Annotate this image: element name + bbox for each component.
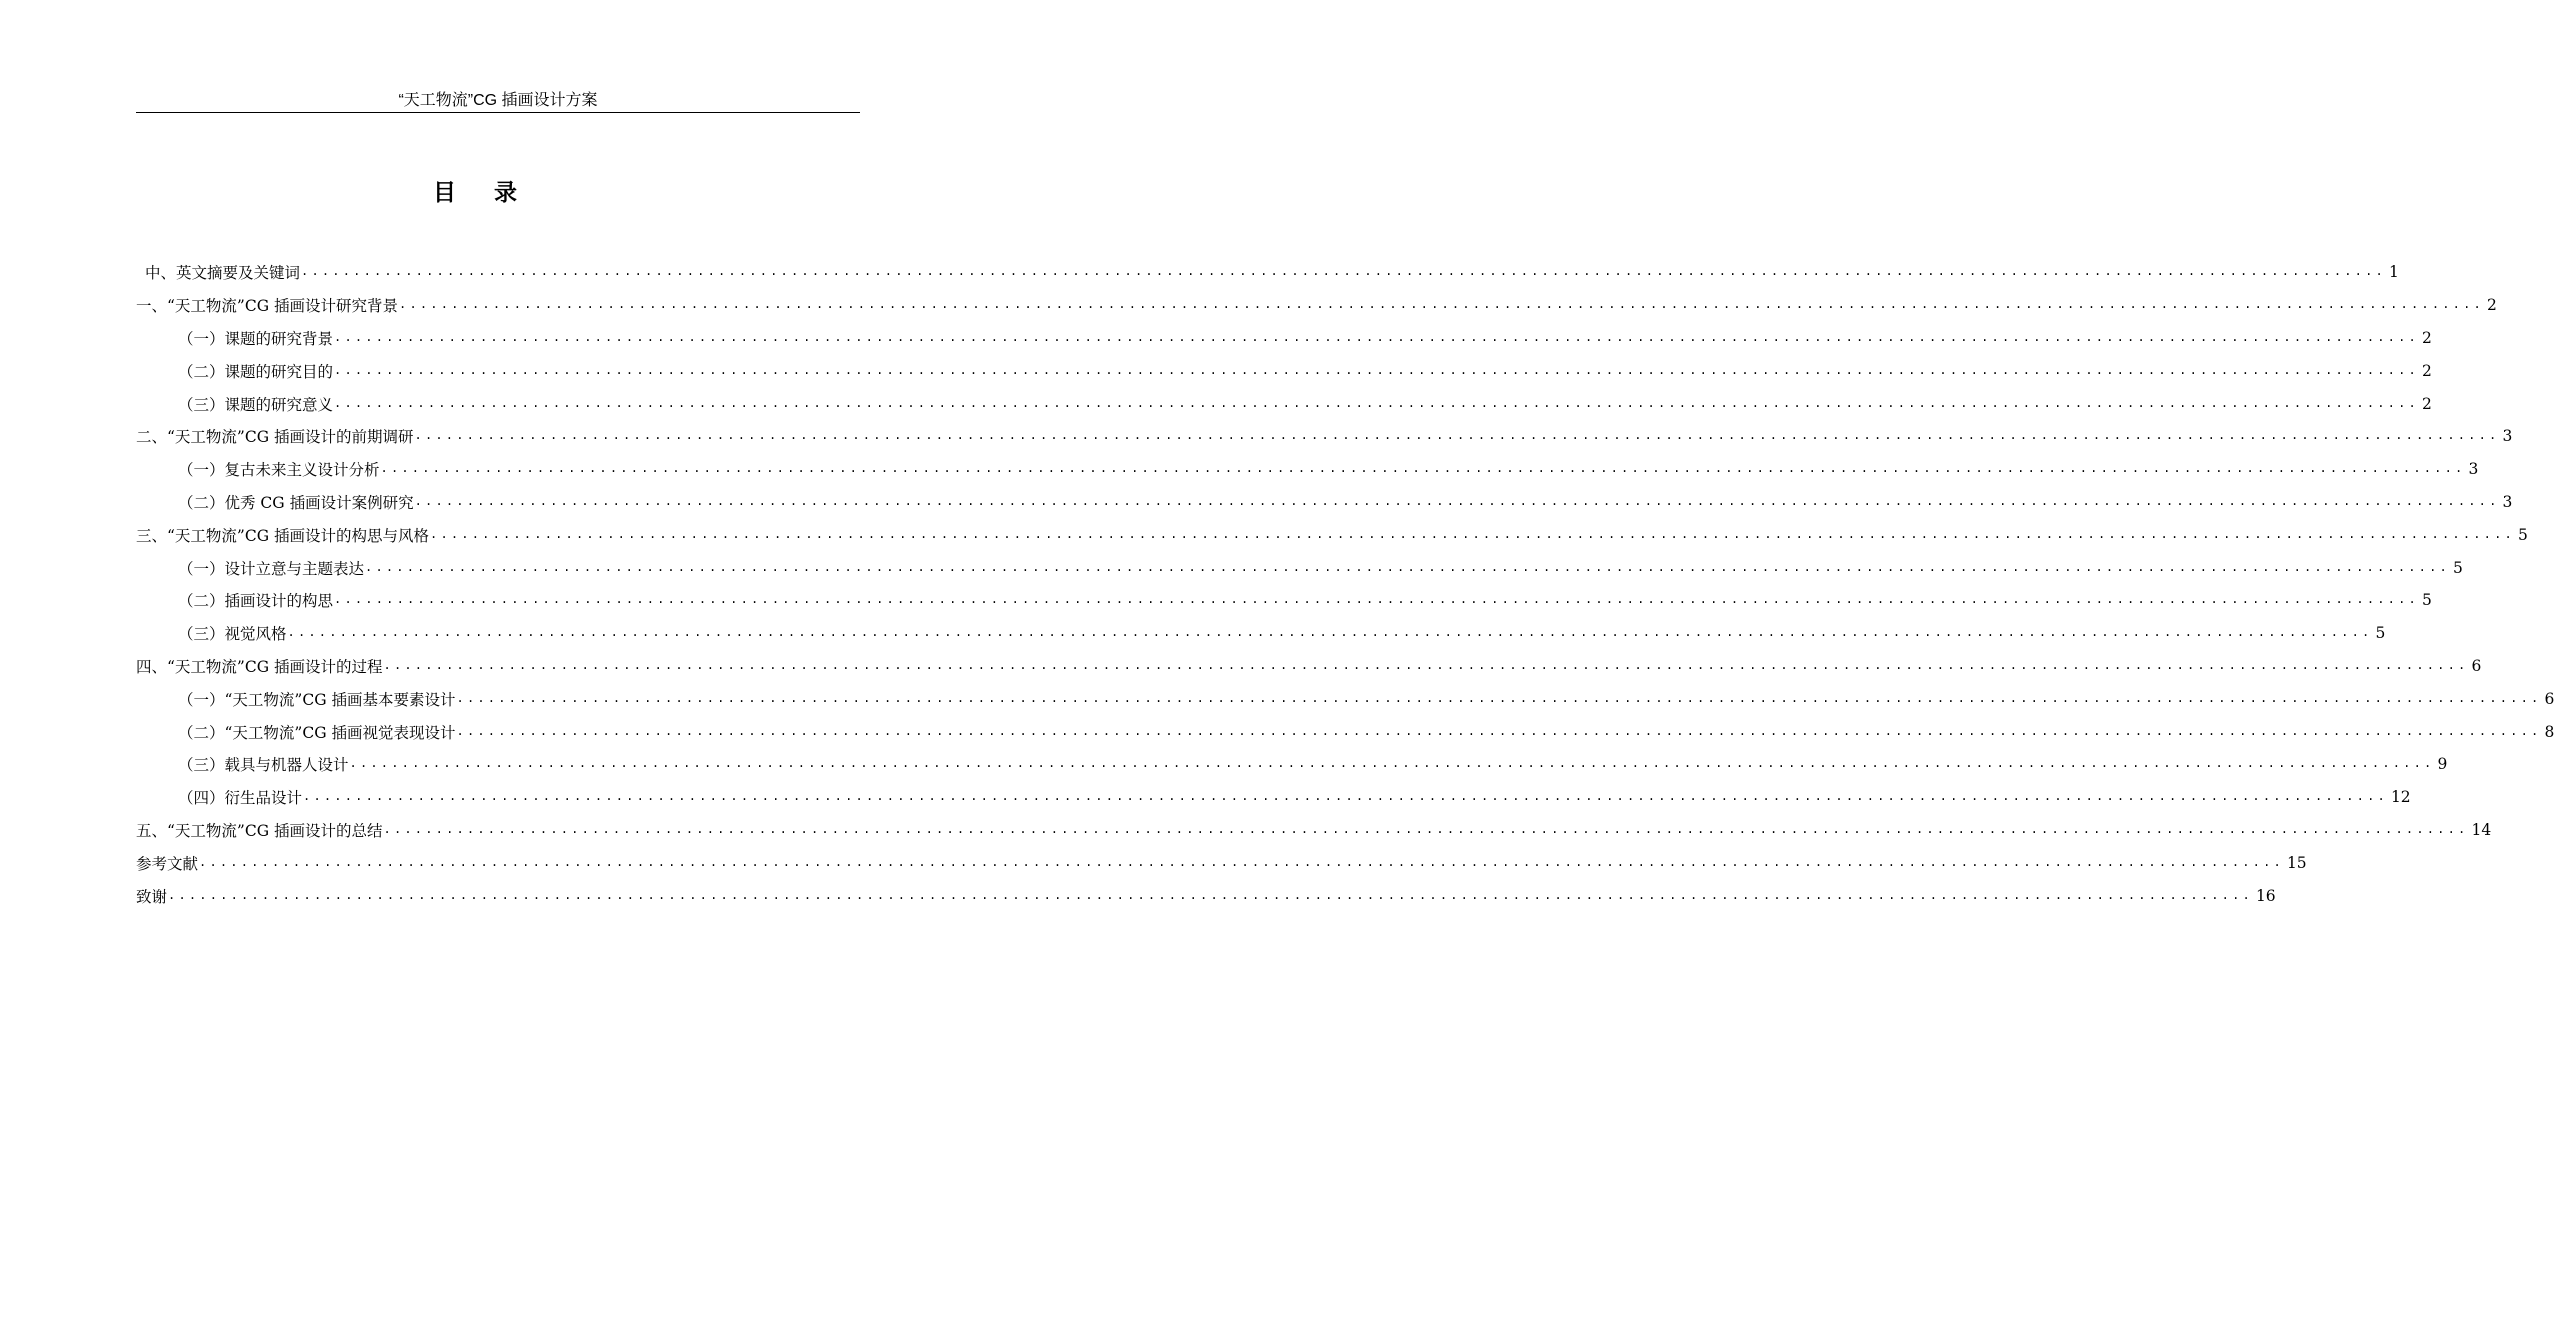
toc-leader-dots: ........................................................................................................................................................................................................ — [456, 723, 2542, 738]
toc-leader-dots: ........................................................................................................................................................................................................ — [399, 297, 2484, 312]
toc-leader-dots: ........................................................................................................................................................................................................ — [414, 493, 2500, 508]
toc-entry-page: 3 — [2502, 427, 2513, 446]
toc-leader-dots: ........................................................................................................................................................................................................ — [365, 559, 2450, 574]
toc-entry-page: 3 — [2502, 492, 2513, 511]
toc-entry-page: 3 — [2468, 460, 2479, 479]
toc-leader-dots: ........................................................................................................................................................................................................ — [383, 657, 2469, 672]
toc-entry-label: 二、“天工物流”CG 插画设计的前期调研 — [136, 428, 414, 447]
toc-entry-label: （二）“天工物流”CG 插画视觉表现设计 — [178, 723, 456, 742]
toc-entry-page: 5 — [2421, 591, 2432, 610]
toc-entry-page: 8 — [2544, 722, 2554, 741]
toc-entry-page: 2 — [2421, 394, 2432, 413]
toc-leader-dots: ........................................................................................................................................................................................................ — [334, 362, 2419, 377]
toc-entry[interactable] — [136, 781, 2411, 814]
toc-entry-label: 参考文献 — [136, 854, 199, 873]
toc-leader-dots: ........................................................................................................................................................................................................ — [380, 461, 2466, 476]
toc-entry[interactable] — [136, 387, 2432, 420]
toc-entry-label: （二）优秀 CG 插画设计案例研究 — [178, 493, 414, 512]
toc-leader-dots: ........................................................................................................................................................................................................ — [334, 329, 2419, 344]
toc-entry[interactable] — [136, 879, 2276, 912]
toc-entry-label: （四）衍生品设计 — [178, 789, 303, 808]
toc-entry-label: （一）“天工物流”CG 插画基本要素设计 — [178, 690, 456, 709]
toc-entry[interactable] — [136, 486, 2513, 519]
toc-leader-dots: ........................................................................................................................................................................................................ — [414, 428, 2500, 443]
toc-entry[interactable] — [136, 814, 2492, 847]
toc-entry-page: 12 — [2390, 788, 2411, 807]
toc-entry-label: （三）视觉风格 — [178, 625, 287, 644]
toc-entry-label: 三、“天工物流”CG 插画设计的构思与风格 — [136, 526, 430, 545]
toc-entry-label: （一）课题的研究背景 — [178, 329, 334, 348]
toc-entry-label: 致谢 — [136, 887, 168, 906]
toc-entry-page: 9 — [2437, 755, 2448, 774]
toc-leader-dots: ........................................................................................................................................................................................................ — [456, 690, 2542, 705]
toc-leader-dots: ........................................................................................................................................................................................................ — [430, 526, 2515, 541]
toc-entry-page: 2 — [2486, 296, 2497, 315]
toc-title: 目录 — [433, 180, 555, 206]
toc-entry-page: 2 — [2421, 361, 2432, 380]
toc-entry-label: 四、“天工物流”CG 插画设计的过程 — [136, 657, 383, 676]
toc-entry-page: 15 — [2286, 853, 2307, 872]
toc-leader-dots: ........................................................................................................................................................................................................ — [287, 625, 2373, 640]
header-rule — [136, 112, 860, 113]
toc-leader-dots: ........................................................................................................................................................................................................ — [199, 854, 2284, 869]
toc-entry-page: 16 — [2255, 886, 2276, 905]
toc-entry-label: （二）课题的研究目的 — [178, 362, 334, 381]
toc-entry-label: （三）载具与机器人设计 — [178, 756, 349, 775]
toc-entry-page: 5 — [2517, 525, 2528, 544]
toc-entry[interactable] — [136, 748, 2448, 781]
toc-leader-dots: ........................................................................................................................................................................................................ — [301, 264, 2386, 279]
toc-entry-label: （二）插画设计的构思 — [178, 592, 334, 611]
toc-entry[interactable] — [136, 682, 2554, 715]
running-header: “天工物流”CG 插画设计方案 — [398, 92, 598, 109]
toc-entry-label: 中、英文摘要及关键词 — [145, 264, 301, 283]
toc-entry-page: 6 — [2544, 689, 2554, 708]
toc-entry[interactable] — [136, 289, 2497, 322]
toc-entry[interactable] — [136, 650, 2482, 683]
toc-entry-page: 2 — [2421, 328, 2432, 347]
toc-entry-page: 6 — [2471, 656, 2482, 675]
toc-leader-dots: ........................................................................................................................................................................................................ — [168, 887, 2253, 902]
toc-entry-page: 14 — [2471, 820, 2492, 839]
table-of-contents — [136, 256, 2554, 912]
toc-entry[interactable] — [136, 715, 2554, 748]
toc-entry[interactable] — [136, 322, 2432, 355]
toc-entry[interactable] — [136, 354, 2432, 387]
toc-leader-dots: ........................................................................................................................................................................................................ — [383, 821, 2469, 836]
toc-entry[interactable] — [136, 551, 2463, 584]
toc-entry[interactable] — [136, 846, 2307, 879]
toc-entry-label: （一）复古未来主义设计分析 — [178, 461, 380, 480]
toc-entry[interactable] — [136, 584, 2432, 617]
toc-entry-label: （三）课题的研究意义 — [178, 395, 334, 414]
toc-entry-label: 一、“天工物流”CG 插画设计研究背景 — [136, 297, 399, 316]
toc-entry[interactable] — [136, 453, 2479, 486]
toc-entry[interactable] — [136, 518, 2528, 551]
toc-entry[interactable] — [136, 420, 2513, 453]
toc-leader-dots: ........................................................................................................................................................................................................ — [303, 789, 2388, 804]
toc-entry[interactable] — [136, 256, 2399, 289]
toc-leader-dots: ........................................................................................................................................................................................................ — [349, 756, 2435, 771]
toc-entry-page: 5 — [2452, 558, 2463, 577]
toc-leader-dots: ........................................................................................................................................................................................................ — [334, 395, 2419, 410]
toc-entry-label: 五、“天工物流”CG 插画设计的总结 — [136, 821, 383, 840]
toc-entry-label: （一）设计立意与主题表达 — [178, 559, 365, 578]
toc-entry-page: 1 — [2388, 263, 2399, 282]
toc-entry-page: 5 — [2375, 624, 2386, 643]
toc-entry[interactable] — [136, 617, 2386, 650]
toc-leader-dots: ........................................................................................................................................................................................................ — [334, 592, 2419, 607]
